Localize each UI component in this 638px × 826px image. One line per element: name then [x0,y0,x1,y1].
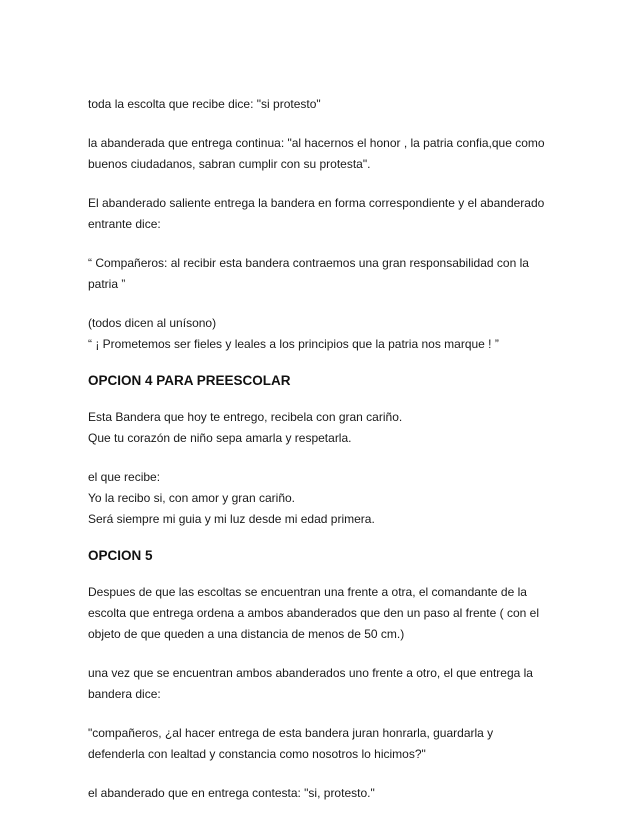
text-line: Despues de que las escoltas se encuentran una frente a otra, el comandante de la [88,585,527,599]
paragraph-abanderado-saliente [88,193,558,235]
text-line: patria ” [88,277,126,291]
text-line: toda la escolta que recibe dice: "si protesto" [88,97,321,111]
text-line: una vez que se encuentran ambos abanderados uno frente a otro, el que entrega la [88,666,533,680]
text-line: "compañeros, ¿al hacer entrega de esta bandera juran honrarla, guardarla y [88,726,494,740]
text-line: el abanderado que en entrega contesta: "si, protesto." [88,786,375,800]
text-line: Esta Bandera que hoy te entrego, recibela con gran cariño. [88,410,403,424]
text-line: “ Compañeros: al recibir esta bandera contraemos una gran responsabilidad con la [88,256,529,270]
text-line: defenderla con lealtad y constancia como nosotros lo hicimos?" [88,747,426,761]
paragraph-juran-honrarla [88,723,558,765]
paragraph-preescolar-recibe [88,467,558,530]
text-line: El abanderado saliente entrega la bandera en forma correspondiente y el abanderado [88,196,545,210]
text-line: la abanderada que entrega continua: "al hacernos el honor , la patria confia,que como [88,136,545,150]
heading-opcion-4: OPCION 4 PARA PREESCOLAR [88,373,291,388]
text-line: Será siempre mi guia y mi luz desde mi edad primera. [88,512,375,526]
paragraph-abanderados-frente [88,663,558,705]
text-line: Yo la recibo si, con amor y gran cariño. [88,491,295,505]
text-line: Que tu corazón de niño sepa amarla y respetarla. [88,431,352,445]
paragraph-escoltas-frente [88,582,558,645]
text-line: entrante dice: [88,217,161,231]
document-page [88,94,558,804]
paragraph-abanderada-entrega [88,133,558,175]
text-line: (todos dicen al unísono) [88,316,217,330]
text-line: buenos ciudadanos, sabran cumplir con su protesta". [88,157,371,171]
text-line: objeto de que queden a una distancia de menos de 50 cm.) [88,627,405,641]
paragraph-contesta [88,783,558,804]
paragraph-unisono [88,313,558,355]
heading-opcion-5: OPCION 5 [88,548,153,563]
paragraph-companeros [88,253,558,295]
text-line: escolta que entrega ordena a ambos abanderados que den un paso al frente ( con el [88,606,539,620]
text-line: el que recibe: [88,470,161,484]
paragraph-escolta-recibe [88,94,558,115]
text-line: “ ¡ Prometemos ser fieles y leales a los principios que la patria nos marque ! ” [88,337,499,351]
paragraph-preescolar-entrega [88,407,558,449]
text-line: bandera dice: [88,687,161,701]
